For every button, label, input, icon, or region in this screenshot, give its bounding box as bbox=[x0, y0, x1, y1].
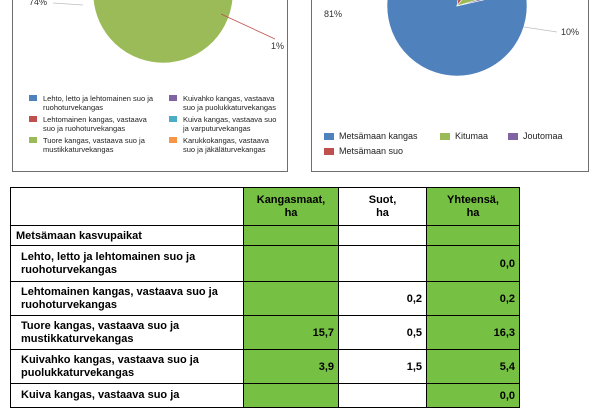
legend-swatch bbox=[324, 148, 334, 155]
table-cell: 1,5 bbox=[339, 350, 427, 384]
legend-swatch bbox=[29, 95, 37, 101]
table-row bbox=[11, 246, 520, 282]
row-label: Lehtomainen kangas, vastaava suo ja ruohoturvekangas bbox=[11, 282, 244, 316]
right-pie-chart-panel bbox=[311, 0, 589, 172]
table-cell: 0,5 bbox=[339, 316, 427, 350]
table-row bbox=[11, 316, 520, 350]
row-label: Kuivahko kangas, vastaava suo ja puolukkaturvekangas bbox=[11, 350, 244, 384]
header-cell bbox=[11, 188, 244, 226]
legend-swatch bbox=[29, 116, 37, 122]
table-group-row bbox=[11, 226, 520, 246]
table-cell bbox=[244, 246, 339, 282]
legend-swatch bbox=[29, 137, 37, 143]
header-cell: Kangasmaat, ha bbox=[244, 188, 339, 226]
right-major-percent-label: 81% bbox=[324, 9, 343, 19]
table-row bbox=[11, 384, 520, 408]
major-label-leader-line bbox=[53, 3, 83, 5]
table-cell bbox=[244, 384, 339, 408]
header-cell: Yhteensä, ha bbox=[427, 188, 520, 226]
table-cell bbox=[244, 226, 339, 246]
right-legend-item: Metsämaan kangas bbox=[324, 131, 418, 141]
forest-site-type-table bbox=[10, 187, 520, 408]
right-legend-item: Joutomaa bbox=[508, 131, 563, 141]
row-label: Lehto, letto ja lehtomainen suo ja ruohoturvekangas bbox=[11, 246, 244, 282]
header-cell: Suot, ha bbox=[339, 188, 427, 226]
minor-label-leader-line bbox=[524, 27, 557, 32]
table-cell: 0,2 bbox=[427, 282, 520, 316]
pie-slice bbox=[93, 0, 233, 63]
row-label: Kuiva kangas, vastaava suo ja bbox=[11, 384, 244, 408]
table-cell: 0,2 bbox=[339, 282, 427, 316]
legend-swatch bbox=[324, 133, 334, 140]
left-major-percent-label: 74% bbox=[29, 0, 48, 7]
table-cell: 3,9 bbox=[244, 350, 339, 384]
table-cell: 5,4 bbox=[427, 350, 520, 384]
table-cell: 16,3 bbox=[427, 316, 520, 350]
legend-swatch bbox=[169, 95, 177, 101]
table-row bbox=[11, 282, 520, 316]
right-legend-item: Kitumaa bbox=[440, 131, 488, 141]
right-legend-item: Metsämaan suo bbox=[324, 146, 403, 156]
right-minor-percent-label: 10% bbox=[561, 27, 580, 37]
row-label: Tuore kangas, vastaava suo ja mustikkaturvekangas bbox=[11, 316, 244, 350]
table-cell bbox=[339, 384, 427, 408]
left-minor-percent-label: 1% bbox=[271, 41, 285, 51]
legend-swatch bbox=[169, 137, 177, 143]
table-header-row bbox=[11, 188, 520, 226]
table-cell bbox=[339, 246, 427, 282]
legend-swatch bbox=[440, 133, 450, 140]
table-cell bbox=[244, 282, 339, 316]
table-cell bbox=[427, 226, 520, 246]
table-row bbox=[11, 350, 520, 384]
table-cell: 0,0 bbox=[427, 384, 520, 408]
legend-swatch bbox=[169, 116, 177, 122]
pie-slice bbox=[387, 0, 527, 76]
table-cell bbox=[339, 226, 427, 246]
left-pie-chart-panel: 74% 1% Lehto, letto ja lehtomainen suo ja ruohoturvekangas Kuivahko kangas, vastaava suo ja puolukkaturvekangas Lehtomainen kangas, vastaava suo ja ruohoturvekangas Kuiva kangas, vastaava suo ja varputurvekangas Tuore kangas, vastaava suo ja mustikkaturvekangas Karukkokangas, vastaava suo ja jäkäläturvekangas bbox=[12, 0, 288, 172]
legend-swatch bbox=[508, 133, 518, 140]
minor-label-leader-line bbox=[221, 14, 275, 39]
group-title: Metsämaan kasvupaikat bbox=[11, 226, 244, 246]
table-cell: 0,0 bbox=[427, 246, 520, 282]
table-cell: 15,7 bbox=[244, 316, 339, 350]
